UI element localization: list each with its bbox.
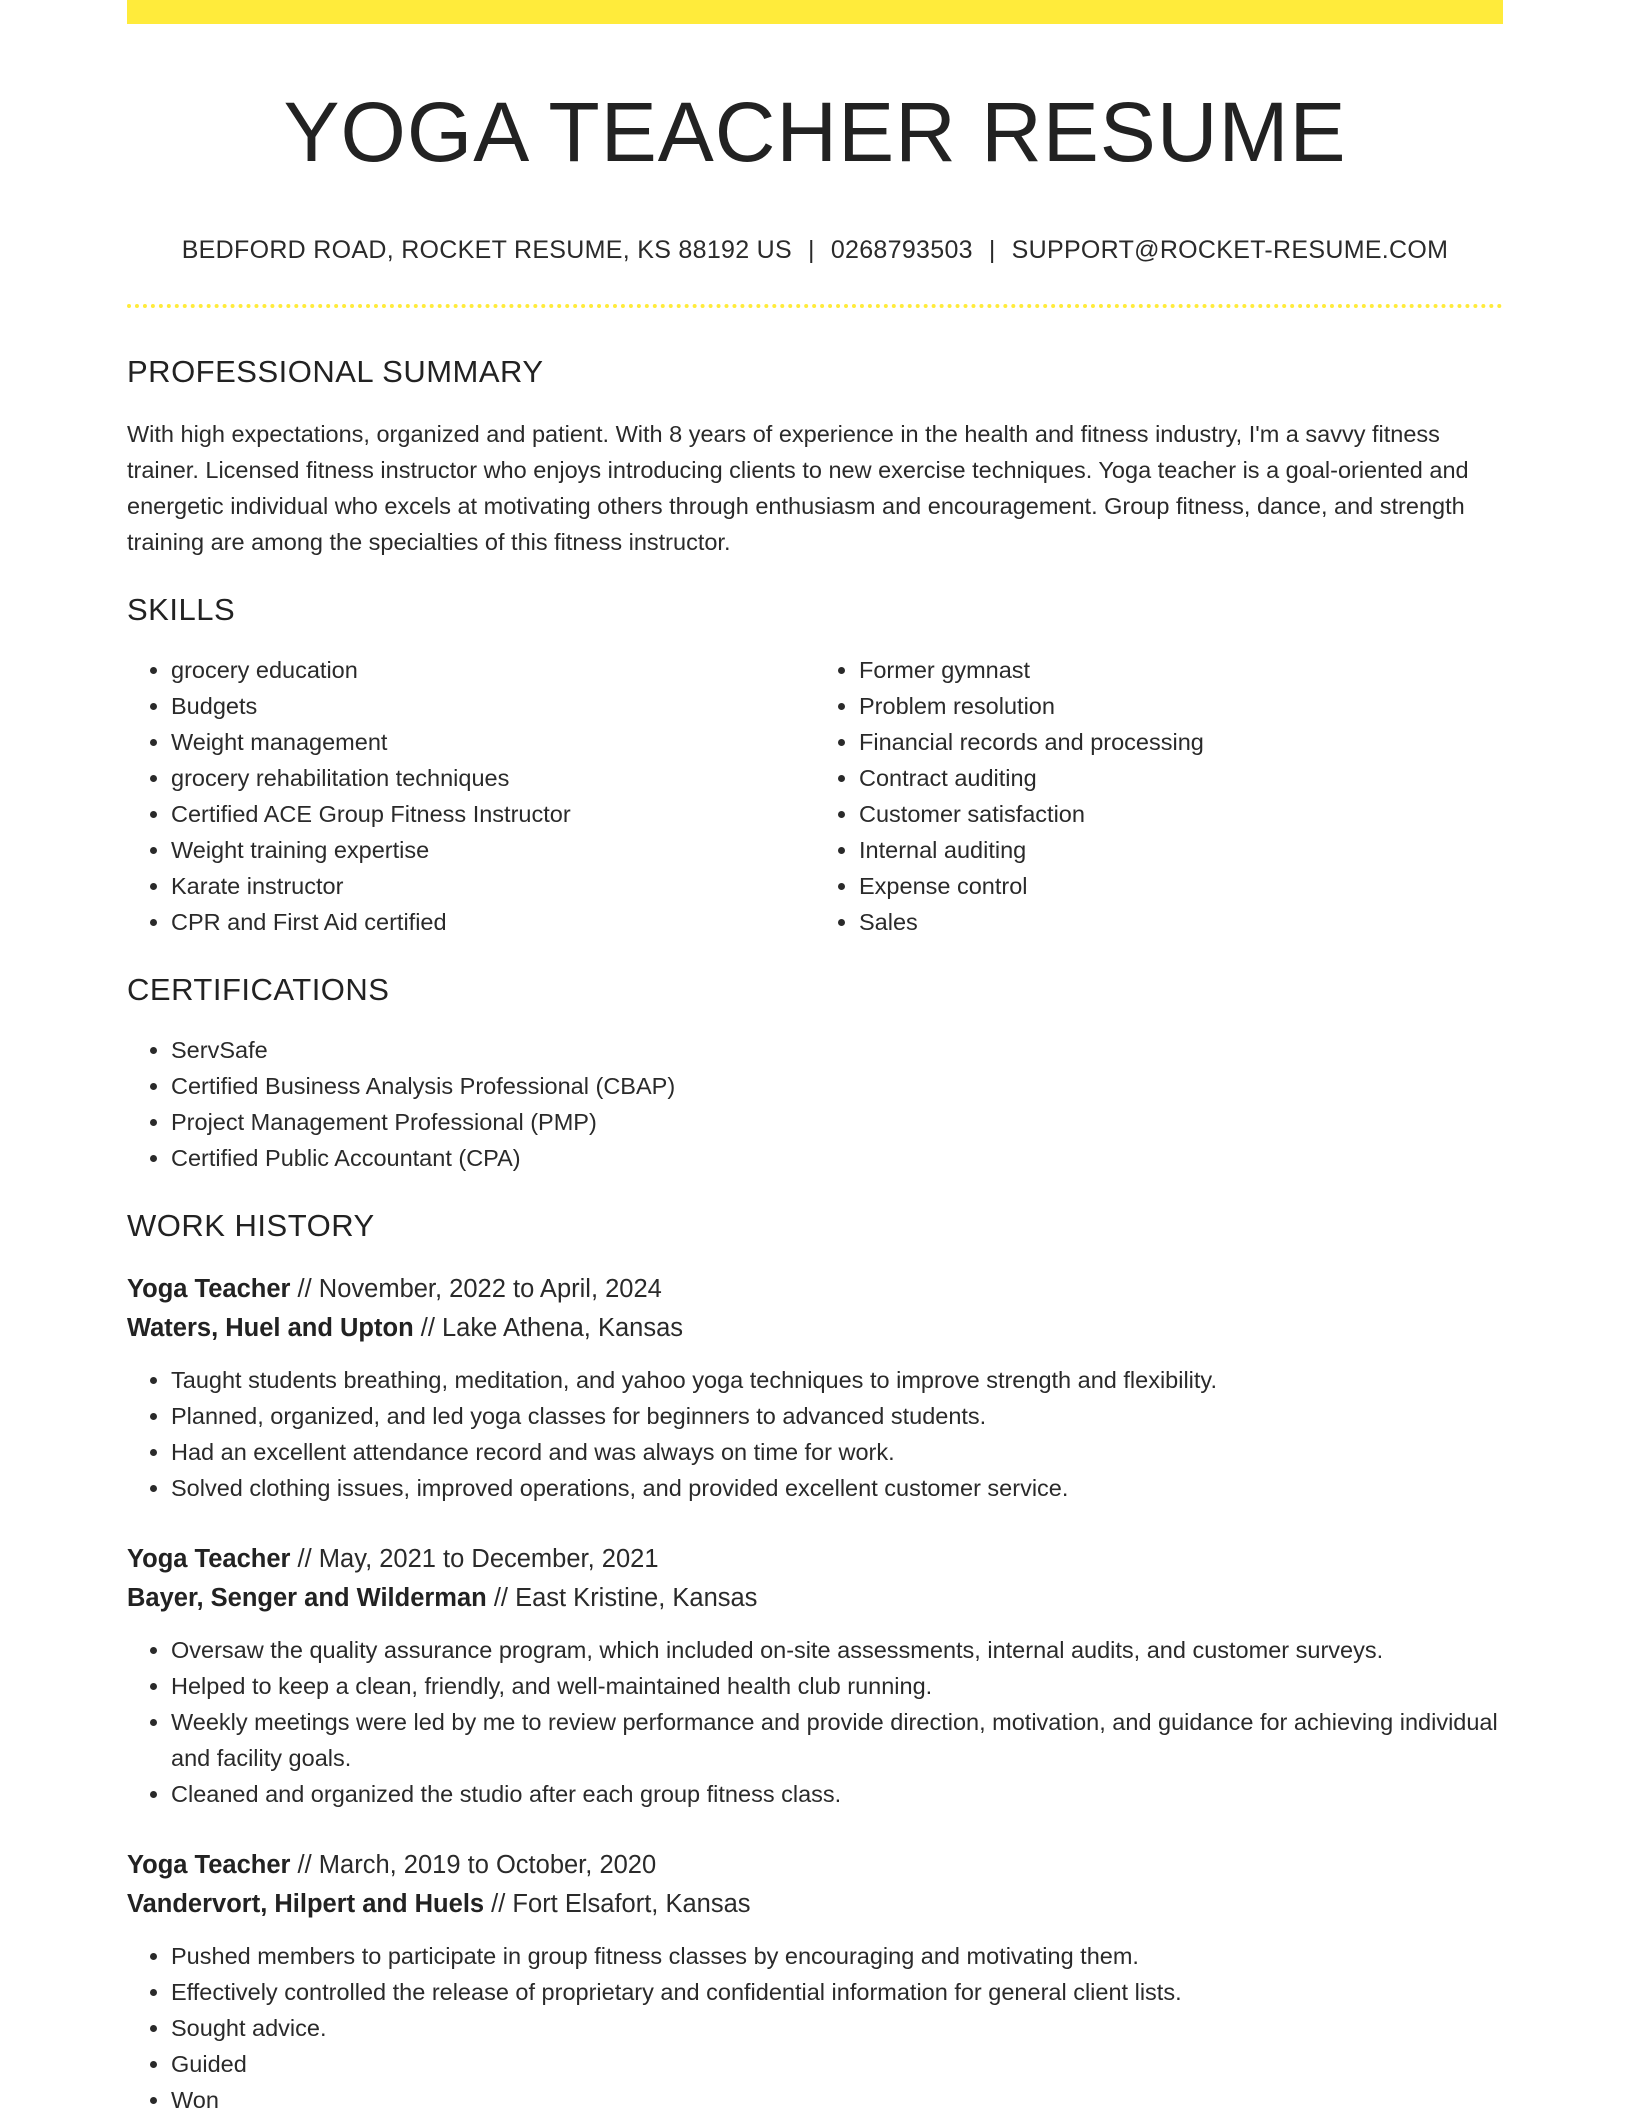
certification-item: • Certified Business Analysis Professional (CBAP) bbox=[171, 1068, 1503, 1104]
job-bullet: • Had an excellent attendance record and was always on time for work. bbox=[171, 1434, 1503, 1470]
skill-item: • Certified ACE Group Fitness Instructor bbox=[171, 796, 815, 832]
job-location: // Lake Athena, Kansas bbox=[413, 1314, 684, 1342]
job-bullet: • Taught students breathing, meditation, and yahoo yoga techniques to improve strength and flexibility. bbox=[171, 1362, 1503, 1398]
job-bullet: • Sought advice. bbox=[171, 2010, 1503, 2046]
job-dates: // March, 2019 to October, 2020 bbox=[290, 1851, 657, 1879]
contact-email: SUPPORT@ROCKET-RESUME.COM bbox=[1011, 236, 1449, 264]
contact-line bbox=[127, 234, 1503, 266]
skill-item: • grocery education bbox=[171, 652, 815, 688]
job-entry bbox=[127, 1540, 1503, 1812]
certifications-heading: CERTIFICATIONS bbox=[127, 972, 390, 1007]
skill-item: • grocery rehabilitation techniques bbox=[171, 760, 815, 796]
job-bullet: • Helped to keep a clean, friendly, and well-maintained health club running. bbox=[171, 1668, 1503, 1704]
job-bullet: • Pushed members to participate in group fitness classes by encouraging and motivating them. bbox=[171, 1938, 1503, 1974]
job-bullet: • Solved clothing issues, improved operations, and provided excellent customer service. bbox=[171, 1470, 1503, 1506]
skill-item: • Internal auditing bbox=[859, 832, 1503, 868]
skill-item: • Expense control bbox=[859, 868, 1503, 904]
skill-item: • Problem resolution bbox=[859, 688, 1503, 724]
job-dates: // May, 2021 to December, 2021 bbox=[290, 1545, 659, 1573]
skill-item: • Weight management bbox=[171, 724, 815, 760]
contact-address: BEDFORD ROAD, ROCKET RESUME, KS 88192 US bbox=[181, 236, 793, 264]
dotted-divider bbox=[127, 304, 1503, 308]
certification-item: • Project Management Professional (PMP) bbox=[171, 1104, 1503, 1140]
skill-item: • CPR and First Aid certified bbox=[171, 904, 815, 940]
skill-item: • Weight training expertise bbox=[171, 832, 815, 868]
job-bullet: • Guided bbox=[171, 2046, 1503, 2082]
certification-item: • Certified Public Accountant (CPA) bbox=[171, 1140, 1503, 1176]
skill-item: • Karate instructor bbox=[171, 868, 815, 904]
job-entry bbox=[127, 1846, 1503, 2118]
job-title-line bbox=[127, 1540, 1503, 1579]
skills-columns bbox=[127, 652, 1503, 940]
skill-item: • Financial records and processing bbox=[859, 724, 1503, 760]
contact-separator: | bbox=[808, 236, 815, 264]
job-bullet: • Cleaned and organized the studio after each group fitness class. bbox=[171, 1776, 1503, 1812]
accent-bar bbox=[127, 0, 1503, 24]
job-bullets bbox=[127, 1362, 1503, 1506]
job-company: Vandervort, Hilpert and Huels bbox=[127, 1890, 485, 1918]
job-company: Bayer, Senger and Wilderman bbox=[127, 1584, 487, 1612]
skill-item: • Budgets bbox=[171, 688, 815, 724]
job-location: // Fort Elsafort, Kansas bbox=[484, 1890, 751, 1918]
certifications-list bbox=[127, 1032, 1503, 1176]
summary-text: With high expectations, organized and patient. With 8 years of experience in the health and fitness industry, I'm a savvy fitness trainer. Licensed fitness instructor who enjoys introducing clients to new exercise techniques. Yoga teacher is a goal-oriented and energetic individual who excels at motivating others through enthusiasm and encouragement. Group fitness, dance, and strength training are among the specialties of this fitness instructor. bbox=[127, 421, 1469, 555]
job-company-line bbox=[127, 1885, 1503, 1924]
skills-list-right bbox=[815, 652, 1503, 940]
job-bullet: • Planned, organized, and led yoga classes for beginners to advanced students. bbox=[171, 1398, 1503, 1434]
job-bullets bbox=[127, 1632, 1503, 1812]
job-bullet: • Won bbox=[171, 2082, 1503, 2118]
work-history-heading: WORK HISTORY bbox=[127, 1208, 375, 1243]
contact-phone: 0268793503 bbox=[830, 236, 973, 264]
skill-item: • Sales bbox=[859, 904, 1503, 940]
contact-separator: | bbox=[988, 236, 996, 264]
job-role: Yoga Teacher bbox=[127, 1275, 291, 1303]
job-role: Yoga Teacher bbox=[127, 1545, 291, 1573]
job-location: // East Kristine, Kansas bbox=[486, 1584, 758, 1612]
job-entry bbox=[127, 1270, 1503, 1506]
skill-item: • Contract auditing bbox=[859, 760, 1503, 796]
summary-heading: PROFESSIONAL SUMMARY bbox=[127, 354, 544, 389]
job-bullets bbox=[127, 1938, 1503, 2118]
certification-item: • ServSafe bbox=[171, 1032, 1503, 1068]
job-company-line bbox=[127, 1579, 1503, 1618]
job-dates: // November, 2022 to April, 2024 bbox=[290, 1275, 662, 1303]
job-bullet: • Effectively controlled the release of proprietary and confidential information for general client lists. bbox=[171, 1974, 1503, 2010]
job-bullet: • Weekly meetings were led by me to review performance and provide direction, motivation, and guidance for achieving individual and facility goals. bbox=[171, 1704, 1503, 1776]
job-role: Yoga Teacher bbox=[127, 1851, 291, 1879]
job-company: Waters, Huel and Upton bbox=[127, 1314, 414, 1342]
page-title: YOGA TEACHER RESUME bbox=[283, 85, 1347, 179]
resume-page bbox=[127, 0, 1503, 2118]
job-title-line bbox=[127, 1270, 1503, 1309]
skill-item: • Customer satisfaction bbox=[859, 796, 1503, 832]
job-title-line bbox=[127, 1846, 1503, 1885]
job-bullet: • Oversaw the quality assurance program, which included on-site assessments, internal audits, and customer surveys. bbox=[171, 1632, 1503, 1668]
skill-item: • Former gymnast bbox=[859, 652, 1503, 688]
skills-list-left bbox=[127, 652, 815, 940]
job-company-line bbox=[127, 1309, 1503, 1348]
skills-heading: SKILLS bbox=[127, 592, 236, 627]
